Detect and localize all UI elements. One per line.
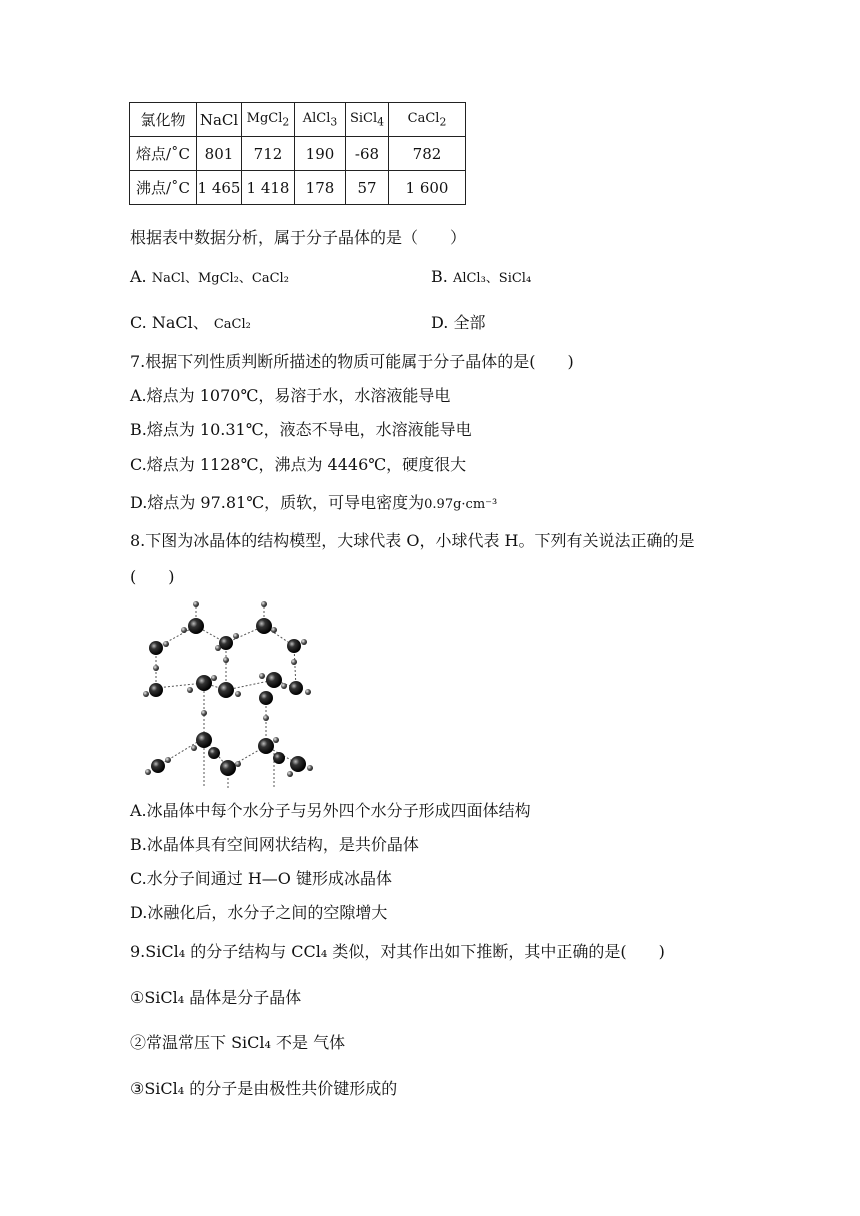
table-row xyxy=(130,171,466,205)
table-cell: 沸点/˚C xyxy=(130,171,197,205)
table-cell: 熔点/˚C xyxy=(130,137,197,171)
table-header-cell: SiCl$_4$ xyxy=(346,103,389,137)
table-header-cell: CaCl$_2$ xyxy=(389,103,466,137)
option-b: B.冰晶体具有空间网状结构，是共价晶体 xyxy=(130,835,419,854)
question-stem: 9.SiCl₄ 的分子结构与 CCl₄ 类似，对其作出如下推断，其中正确的是( ) xyxy=(130,942,665,961)
table-header-cell: NaCl xyxy=(197,103,242,137)
option-a: A.熔点为 1070℃，易溶于水，水溶液能导电 xyxy=(130,386,451,405)
option-d: D.冰融化后，水分子之间的空隙增大 xyxy=(130,903,388,922)
table-cell: 190 xyxy=(295,137,346,171)
table-cell: -68 xyxy=(346,137,389,171)
ice-crystal-structure-figure xyxy=(134,598,324,790)
table-cell: 801 xyxy=(197,137,242,171)
option-c: C. NaCl、 CaCl₂ xyxy=(130,313,251,332)
option-d: D. 全部 xyxy=(431,313,486,332)
table-header-row xyxy=(130,103,466,137)
option-a: A.冰晶体中每个水分子与另外四个水分子形成四面体结构 xyxy=(130,801,531,820)
question-stem: 根据表中数据分析，属于分子晶体的是（ ） xyxy=(130,228,467,247)
table-header-cell: MgCl$_2$ xyxy=(242,103,295,137)
option-b: B. AlCl₃、SiCl₄ xyxy=(431,267,532,286)
oxygen-atoms xyxy=(149,618,306,776)
table-cell: 712 xyxy=(242,137,295,171)
table-cell: 1 465 xyxy=(197,171,242,205)
option-c: C.熔点为 1128℃，沸点为 4446℃，硬度很大 xyxy=(130,455,467,474)
table-header-cell: 氯化物 xyxy=(130,103,197,137)
table-row xyxy=(130,137,466,171)
option-d: D.熔点为 97.81℃，质软，可导电密度为0.97g·cm⁻³ xyxy=(130,493,498,512)
option-a: A. NaCl、MgCl₂、CaCl₂ xyxy=(130,267,289,286)
option-b: B.熔点为 10.31℃，液态不导电，水溶液能导电 xyxy=(130,420,472,439)
table-cell: 178 xyxy=(295,171,346,205)
statement-2: ②常温常压下 SiCl₄ 不是 气体 xyxy=(130,1033,346,1052)
table-cell: 1 418 xyxy=(242,171,295,205)
question-paren: ( ) xyxy=(130,567,175,586)
table-cell: 57 xyxy=(346,171,389,205)
question-stem: 7.根据下列性质判断所描述的物质可能属于分子晶体的是( ) xyxy=(130,352,574,371)
table-cell: 1 600 xyxy=(389,171,466,205)
option-c: C.水分子间通过 H—O 键形成冰晶体 xyxy=(130,869,393,888)
chloride-data-table xyxy=(129,102,466,205)
question-stem: 8.下图为冰晶体的结构模型，大球代表 O，小球代表 H。下列有关说法正确的是 xyxy=(130,531,695,550)
statement-1: ①SiCl₄ 晶体是分子晶体 xyxy=(130,988,302,1007)
table-header-cell: AlCl$_3$ xyxy=(295,103,346,137)
table-cell: 782 xyxy=(389,137,466,171)
statement-3: ③SiCl₄ 的分子是由极性共价键形成的 xyxy=(130,1079,398,1098)
